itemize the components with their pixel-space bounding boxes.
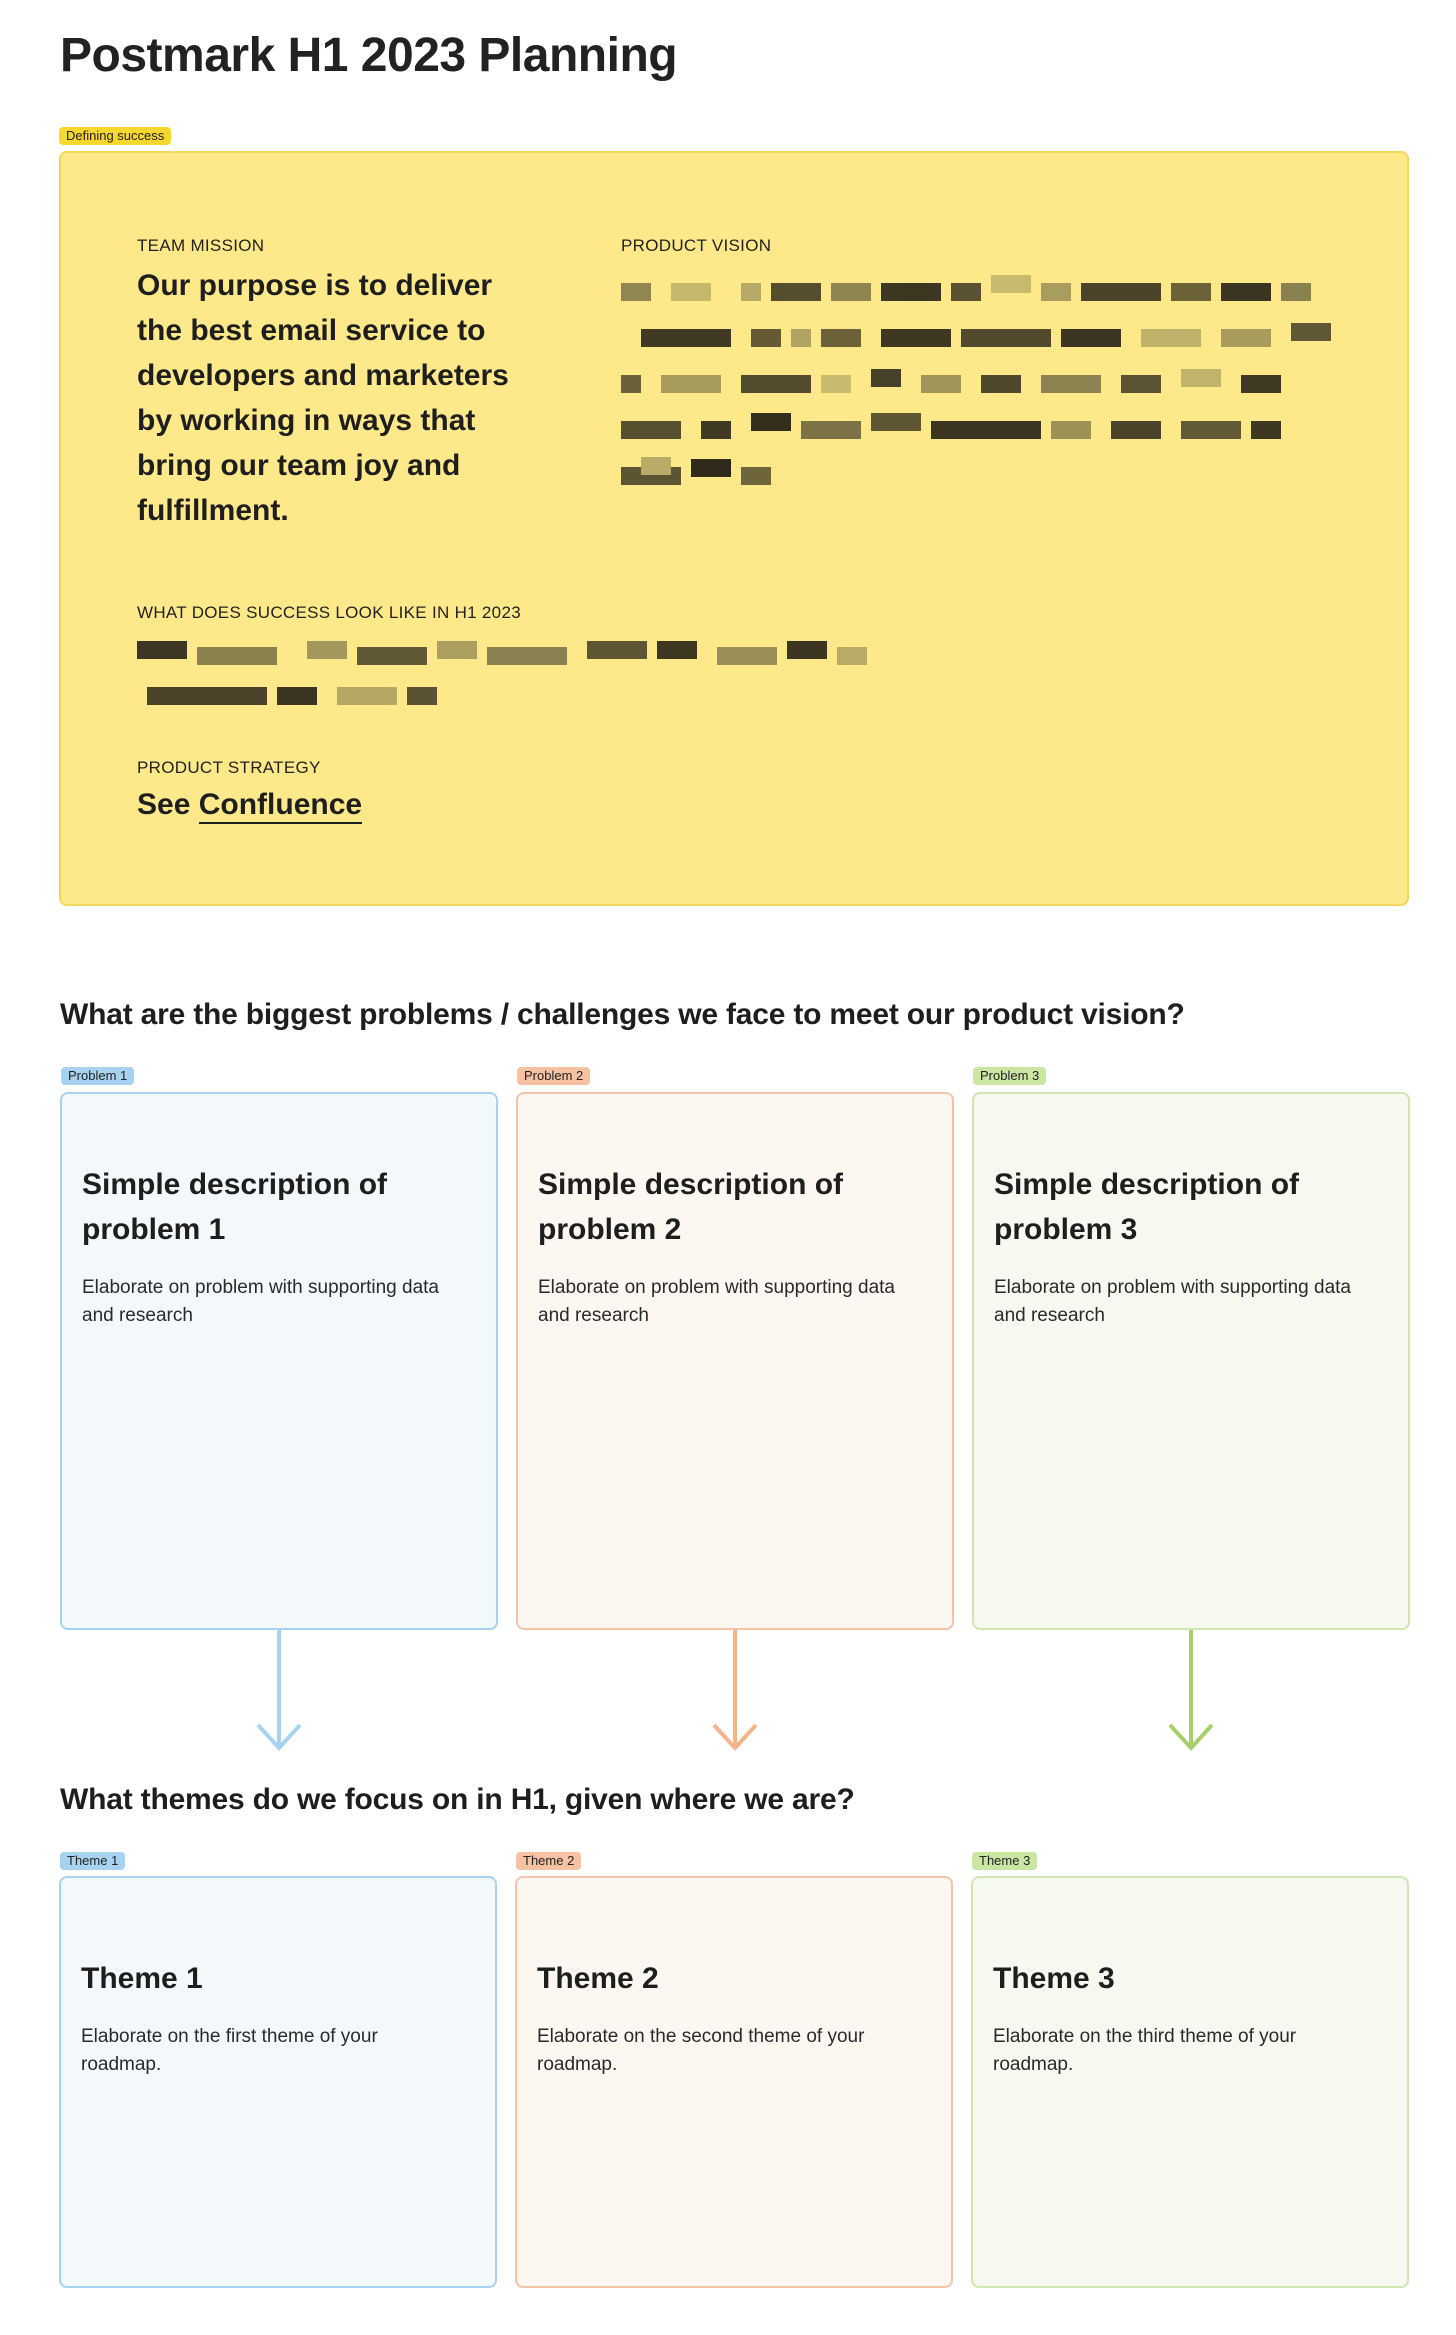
- success-redacted: [137, 633, 877, 723]
- team-mission-text: Our purpose is to deliver the best email service to developers and marketers by working in ways that bring our team joy and fulfillment.: [137, 269, 509, 527]
- theme-3-text: Elaborate on the third theme of your roadmap.: [993, 2026, 1297, 2075]
- problem-2-title: Simple description of problem 2: [538, 1168, 844, 1246]
- theme-3-card[interactable]: [971, 1876, 1409, 2288]
- theme-1-title: Theme 1: [81, 1962, 203, 1995]
- defining-success-tag: Defining success: [59, 127, 171, 145]
- problem-3-title: Simple description of problem 3: [994, 1168, 1300, 1246]
- theme-2-text: Elaborate on the second theme of your roadmap.: [537, 2026, 865, 2075]
- theme-1-tag: Theme 1: [60, 1852, 125, 1870]
- confluence-link[interactable]: Confluence: [199, 788, 362, 824]
- product-vision-redacted: [621, 273, 1381, 493]
- page-title: Postmark H1 2023 Planning: [60, 29, 678, 82]
- problem-2-text: Elaborate on problem with supporting data and research: [538, 1277, 896, 1326]
- problem-3-tag: Problem 3: [973, 1067, 1046, 1085]
- product-vision-label: PRODUCT VISION: [621, 236, 772, 255]
- team-mission-label: TEAM MISSION: [137, 236, 265, 255]
- theme-3-tag: Theme 3: [972, 1852, 1037, 1870]
- problem-1-title: Simple description of problem 1: [82, 1168, 388, 1246]
- theme-2-title: Theme 2: [537, 1962, 659, 1995]
- success-card: [59, 151, 1409, 906]
- arrow-down-icon-green: [1166, 1630, 1216, 1755]
- success-label: WHAT DOES SUCCESS LOOK LIKE IN H1 2023: [137, 603, 521, 622]
- problem-1-text: Elaborate on problem with supporting data and research: [82, 1277, 440, 1326]
- product-strategy-label: PRODUCT STRATEGY: [137, 758, 321, 777]
- theme-2-card[interactable]: [515, 1876, 953, 2288]
- problem-2-tag: Problem 2: [517, 1067, 590, 1085]
- theme-1-card[interactable]: [59, 1876, 497, 2288]
- problem-1-tag: Problem 1: [61, 1067, 134, 1085]
- theme-3-title: Theme 3: [993, 1962, 1115, 1995]
- arrow-down-icon-orange: [710, 1630, 760, 1755]
- arrow-down-icon-blue: [254, 1630, 304, 1755]
- product-strategy-text: [137, 788, 362, 822]
- problem-3-card[interactable]: [972, 1092, 1410, 1630]
- problem-2-card[interactable]: [516, 1092, 954, 1630]
- problem-3-text: Elaborate on problem with supporting data and research: [994, 1277, 1352, 1326]
- theme-2-tag: Theme 2: [516, 1852, 581, 1870]
- problems-heading: What are the biggest problems / challenges we face to meet our product vision?: [60, 998, 1185, 1031]
- strategy-prefix: See: [137, 788, 191, 821]
- themes-heading: What themes do we focus on in H1, given where we are?: [60, 1783, 855, 1816]
- problem-1-card[interactable]: [60, 1092, 498, 1630]
- theme-1-text: Elaborate on the first theme of your roadmap.: [81, 2026, 378, 2075]
